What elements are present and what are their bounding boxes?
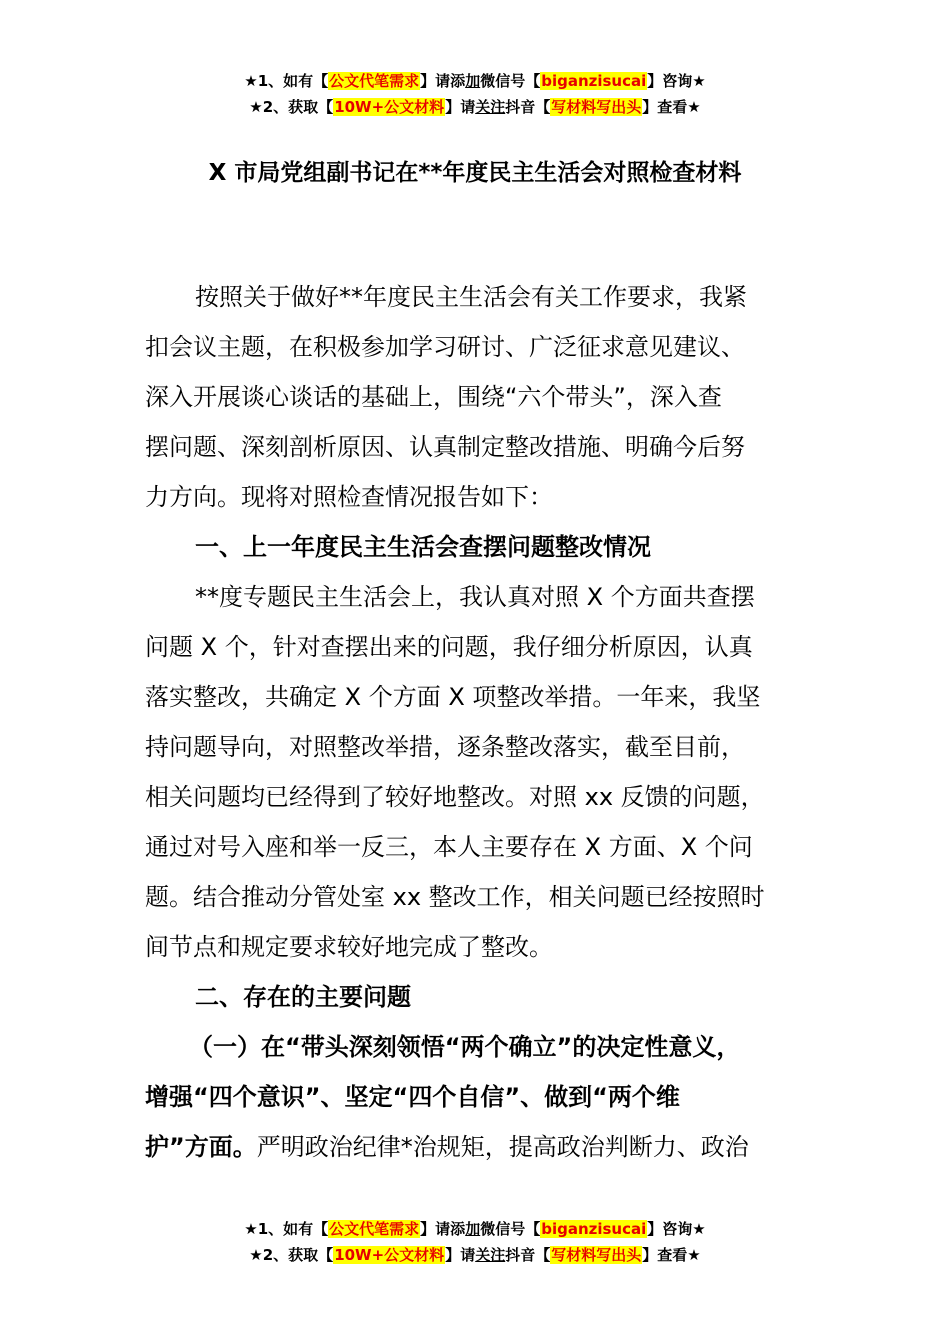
banner-text: 】查看★ [642,1246,701,1264]
banner-highlight: 写材料写出头 [551,98,642,116]
paragraph-line: 持问题导向，对照整改举措，逐条整改落实，截至目前， [145,733,745,761]
subsection-line-mixed [145,1122,815,1172]
paragraph-line: 问题 X 个，针对查摆出来的问题，我仔细分析原因，认真 [145,633,753,661]
banner-text: 】请 [445,1246,476,1264]
banner-text: 】请添 [420,1220,466,1238]
banner-underline: 加 [465,1220,481,1238]
banner-text: 微信号【 [480,72,541,90]
banner-text: ★1、如有【 [244,1220,329,1238]
banner-text: 】咨询★ [647,72,706,90]
paragraph-line: **度专题民主生活会上，我认真对照 X 个方面共查摆 [195,583,755,611]
section-heading-1: 一、上一年度民主生活会查摆问题整改情况 [195,533,651,561]
document-title: X 市局党组副书记在**年度民主生活会对照检查材料 [208,160,742,186]
banner-text: 抖音【 [505,98,551,116]
banner-text: 】查看★ [642,98,701,116]
paragraph-line: 题。结合推动分管处室 xx 整改工作，相关问题已经按照时 [145,883,765,911]
document-body [145,272,815,1172]
banner-highlight: biganzisucai [541,72,647,90]
header-banner [0,68,950,120]
paragraph-line: 摆问题、深刻剖析原因、认真制定整改措施、明确今后努 [145,433,745,461]
banner-text: ★2、获取【 [249,1246,334,1264]
banner-text: ★2、获取【 [249,98,334,116]
banner-underline: 关注 [475,1246,506,1264]
banner-highlight: 写材料写出头 [551,1246,642,1264]
banner-highlight: biganzisucai [541,1220,647,1238]
paragraph-line: 深入开展谈心谈话的基础上，围绕“六个带头”，深入查 [145,383,722,411]
subsection-bold-end: 护”方面。 [145,1133,257,1161]
subsection-line: 增强“四个意识”、坚定“四个自信”、做到“两个维 [145,1083,680,1111]
paragraph-line: 按照关于做好**年度民主生活会有关工作要求，我紧 [195,283,747,311]
paragraph-line: 落实整改，共确定 X 个方面 X 项整改举措。一年来，我坚 [145,683,761,711]
footer-banner [0,1216,950,1268]
banner-highlight: 公文代笔需求 [329,72,420,90]
banner-text: 微信号【 [480,1220,541,1238]
banner-highlight: 公文代笔需求 [329,1220,420,1238]
banner-text: ★1、如有【 [244,72,329,90]
section-heading-2: 二、存在的主要问题 [195,983,411,1011]
banner-text: 】请 [445,98,476,116]
banner-text: 】咨询★ [647,1220,706,1238]
paragraph-line: 力方向。现将对照检查情况报告如下： [145,483,553,511]
subsection-text: 严明政治纪律*治规矩，提高政治判断力、政治 [256,1133,749,1161]
banner-text: 抖音【 [505,1246,551,1264]
banner-line-2 [0,94,950,120]
banner-underline: 关注 [475,98,506,116]
paragraph-line: 相关问题均已经得到了较好地整改。对照 xx 反馈的问题， [145,783,765,811]
banner-line-1 [0,1216,950,1242]
banner-highlight: 10W+公文材料 [334,1246,445,1264]
paragraph-line: 扣会议主题，在积极参加学习研讨、广泛征求意见建议、 [145,333,745,361]
banner-underline: 加 [465,72,481,90]
banner-line-1 [0,68,950,94]
paragraph-line: 间节点和规定要求较好地完成了整改。 [145,933,553,961]
banner-text: 】请添 [420,72,466,90]
subsection-line: （一）在“带头深刻领悟“两个确立”的决定性意义， [189,1033,741,1061]
paragraph-line: 通过对号入座和举一反三，本人主要存在 X 方面、X 个问 [145,833,753,861]
banner-line-2 [0,1242,950,1268]
banner-highlight: 10W+公文材料 [334,98,445,116]
